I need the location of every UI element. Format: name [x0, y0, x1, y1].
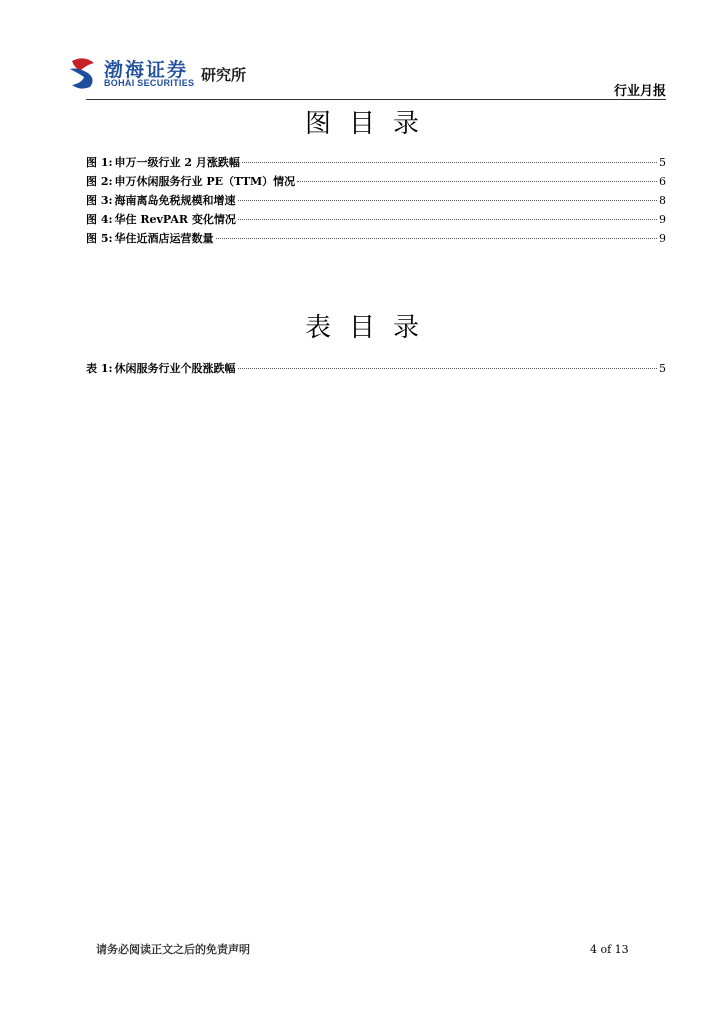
toc-entry-title: 华住近酒店运营数量	[114, 232, 214, 245]
company-name-en: BOHAI SECURITIES	[104, 78, 195, 88]
header-divider	[86, 99, 666, 100]
toc-entry[interactable]	[86, 210, 666, 229]
toc-entry-label: 图 2:	[86, 175, 113, 188]
logo-mark-icon	[66, 55, 102, 91]
toc-entry-title: 申万一级行业 2 月涨跌幅	[114, 156, 240, 169]
toc-entry-label: 图 1:	[86, 156, 113, 169]
page-number: 4 of 13	[590, 943, 629, 956]
toc-entry-page: 6	[659, 175, 666, 188]
toc-entry[interactable]	[86, 153, 666, 172]
toc-entry-title: 华住 RevPAR 变化情况	[114, 213, 236, 226]
toc-entry-label: 图 4:	[86, 213, 113, 226]
toc-entry[interactable]	[86, 359, 666, 378]
institute-label: 研究所	[201, 67, 247, 84]
toc-entry-page: 8	[659, 194, 666, 207]
disclaimer-note: 请务必阅读正文之后的免责声明	[96, 943, 250, 956]
company-name-cn: 渤海证券	[104, 59, 189, 81]
toc-dot-leader	[242, 162, 657, 163]
toc-entry[interactable]	[86, 191, 666, 210]
toc-entry-title: 海南离岛免税规模和增速	[114, 194, 236, 207]
tables-toc-title: 表目录	[304, 313, 437, 343]
figures-toc	[86, 153, 666, 248]
toc-entry[interactable]	[86, 229, 666, 248]
toc-entry-page: 5	[659, 156, 666, 169]
toc-entry-label: 图 3:	[86, 194, 113, 207]
toc-entry-title: 申万休闲服务行业 PE（TTM）情况	[114, 175, 296, 188]
toc-dot-leader	[297, 181, 657, 182]
toc-dot-leader	[238, 200, 657, 201]
toc-entry-page: 5	[659, 362, 666, 375]
company-logo	[66, 55, 266, 95]
toc-dot-leader	[238, 219, 657, 220]
figures-toc-title: 图目录	[304, 109, 437, 139]
toc-entry-page: 9	[659, 232, 666, 245]
toc-dot-leader	[238, 368, 657, 369]
toc-entry-page: 9	[659, 213, 666, 226]
toc-entry-title: 休闲服务行业个股涨跌幅	[114, 362, 236, 375]
toc-entry-label: 表 1:	[86, 362, 113, 375]
tables-toc	[86, 359, 666, 378]
report-type: 行业月报	[613, 83, 666, 98]
toc-entry[interactable]	[86, 172, 666, 191]
toc-dot-leader	[216, 238, 657, 239]
toc-entry-label: 图 5:	[86, 232, 113, 245]
